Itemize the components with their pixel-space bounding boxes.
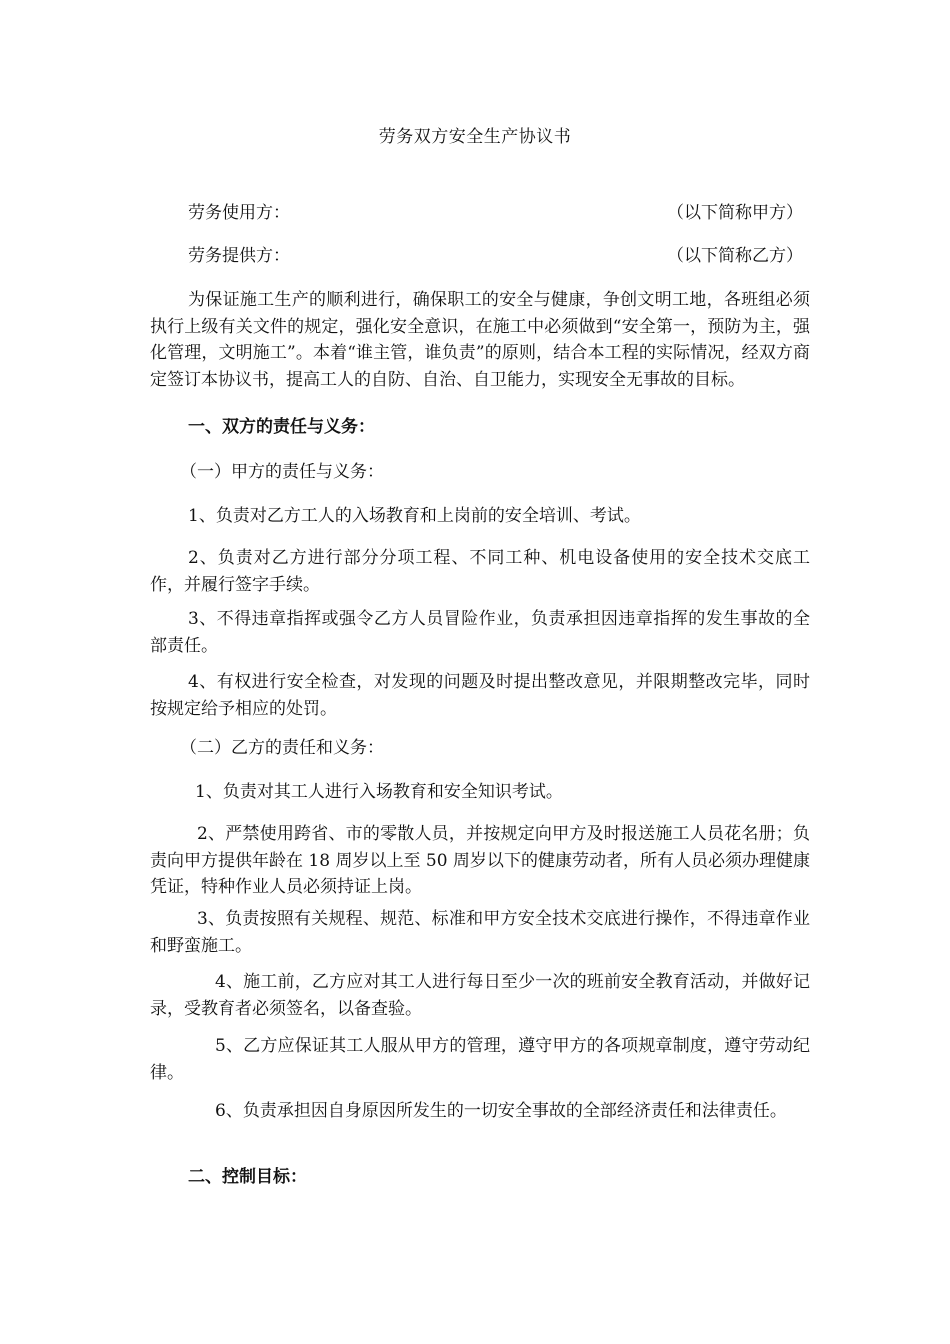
party-b-item-4: 4、施工前，乙方应对其工人进行每日至少一次的班前安全教育活动，并做好记录，受教育者必须签名，以备查验。 [150, 972, 810, 1019]
party-b-item-6: 6、负责承担因自身原因所发生的一切安全事故的全部经济责任和法律责任。 [215, 1101, 787, 1121]
party-b-item-1: 1、负责对其工人进行入场教育和安全知识考试。 [195, 782, 563, 802]
party-b-heading: （二）乙方的责任和义务： [180, 738, 384, 758]
party-provider-note: （以下简称乙方） [667, 246, 803, 266]
party-user-row [188, 200, 803, 226]
document-title: 劳务双方安全生产协议书 [378, 127, 572, 147]
party-user-note: （以下简称甲方） [667, 203, 803, 223]
section1-heading: 一、双方的责任与义务： [188, 417, 375, 437]
party-a-item-3: 3、不得违章指挥或强令乙方人员冒险作业，负责承担因违章指挥的发生事故的全部责任。 [150, 609, 810, 656]
party-b-item-3: 3、负责按照有关规程、规范、标准和甲方安全技术交底进行操作，不得违章作业和野蛮施工。 [150, 909, 810, 956]
party-b-item-5: 5、乙方应保证其工人服从甲方的管理，遵守甲方的各项规章制度，遵守劳动纪律。 [150, 1036, 810, 1083]
intro-paragraph: 为保证施工生产的顺利进行，确保职工的安全与健康，争创文明工地，各班组必须执行上级有关文件的规定，强化安全意识，在施工中必须做到“安全第一，预防为主，强化管理，文明施工”。本着“谁主管，谁负责”的原则，结合本工程的实际情况，经双方商定签订本协议书，提高工人的自防、自治、自卫能力，实现安全无事故的目标。 [150, 290, 810, 390]
section2-heading: 二、控制目标： [188, 1167, 307, 1187]
party-user-label: 劳务使用方： [188, 203, 290, 223]
party-a-item-2: 2、负责对乙方进行部分分项工程、不同工种、机电设备使用的安全技术交底工作，并履行签字手续。 [150, 548, 810, 595]
party-a-item-4: 4、有权进行安全检查，对发现的问题及时提出整改意见，并限期整改完毕，同时按规定给予相应的处罚。 [150, 672, 810, 719]
party-b-item-2: 2、严禁使用跨省、市的零散人员，并按规定向甲方及时报送施工人员花名册；负责向甲方提供年龄在 18 周岁以上至 50 周岁以下的健康劳动者，所有人员必须办理健康凭证，特种作业人员必须持证上岗。 [150, 824, 810, 897]
party-a-heading: （一）甲方的责任与义务： [180, 462, 384, 482]
party-a-item-1: 1、负责对乙方工人的入场教育和上岗前的安全培训、考试。 [188, 506, 641, 526]
party-provider-row [188, 243, 803, 269]
party-provider-label: 劳务提供方： [188, 246, 290, 266]
